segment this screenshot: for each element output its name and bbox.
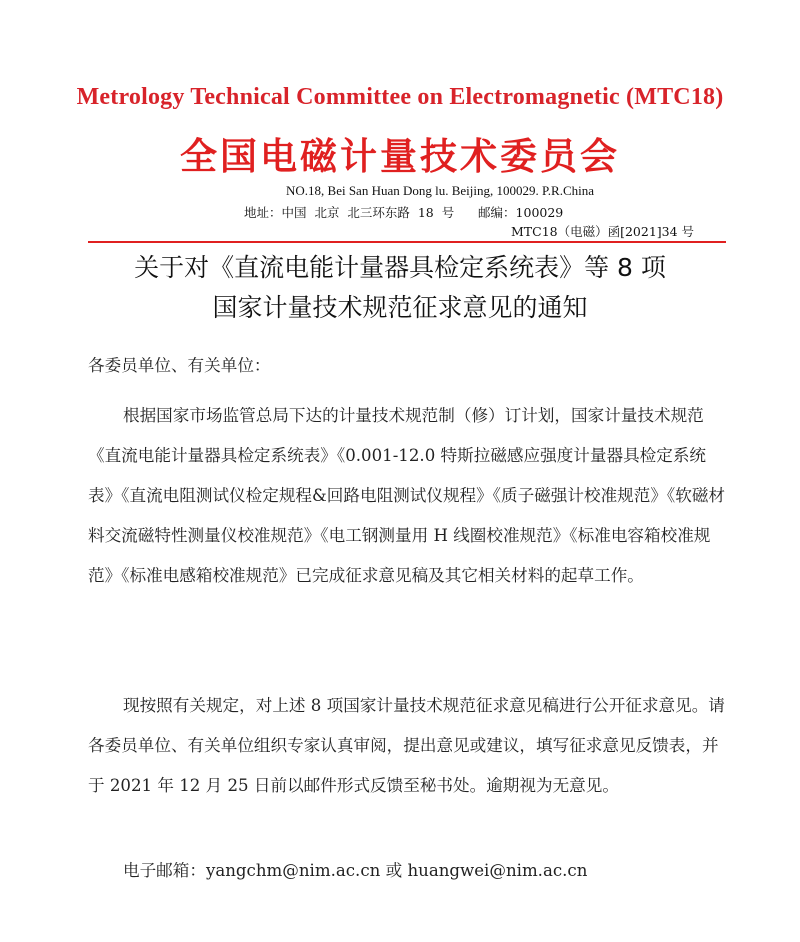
letterhead-divider <box>88 241 726 243</box>
address-chinese: 地址：中国 北京 北三环东路 18 号 邮编：100029 <box>244 205 564 220</box>
notice-title-line-1: 关于对《直流电能计量器具检定系统表》等 8 项 <box>134 253 666 282</box>
address-english: NO.18, Bei San Huan Dong lu. Beijing, 100029. P.R.China <box>286 183 595 198</box>
committee-chinese-name: 全国电磁计量技术委员会 <box>180 135 620 178</box>
paragraph-background: 根据国家市场监管总局下达的计量技术规范制（修）订计划，国家计量技术规范《直流电能计量器具检定系统表》《0.001-12.0 特斯拉磁感应强度计量器具检定系统表》《直流电阻测试仪检定规程&回路电阻测试仪规程》《质子磁强计校准规范》《软磁材料交流磁特性测量仪校准规范》《电工钢测量用 H 线圈校准规范》《标准电容箱校准规范》《标准电感箱校准规范》已完成征求意见稿及其它相关材料的起草工作。 <box>88 406 726 585</box>
notice-title <box>60 248 740 328</box>
committee-english-name: Metrology Technical Committee on Electromagnetic (MTC18) <box>76 84 724 110</box>
salutation: 各委员单位、有关单位： <box>88 356 271 375</box>
contact-email-line: 电子邮箱：yangchm@nim.ac.cn 或 huangwei@nim.ac.cn <box>123 861 588 880</box>
document-number: MTC18（电磁）函[2021]34 号 <box>511 224 695 239</box>
notice-title-line-2: 国家计量技术规范征求意见的通知 <box>212 293 588 322</box>
paragraph-request: 现按照有关规定，对上述 8 项国家计量技术规范征求意见稿进行公开征求意见。请各委员单位、有关单位组织专家认真审阅，提出意见或建议，填写征求意见反馈表，并于 2021 年 12 月 25 日前以邮件形式反馈至秘书处。逾期视为无意见。 <box>88 696 725 795</box>
